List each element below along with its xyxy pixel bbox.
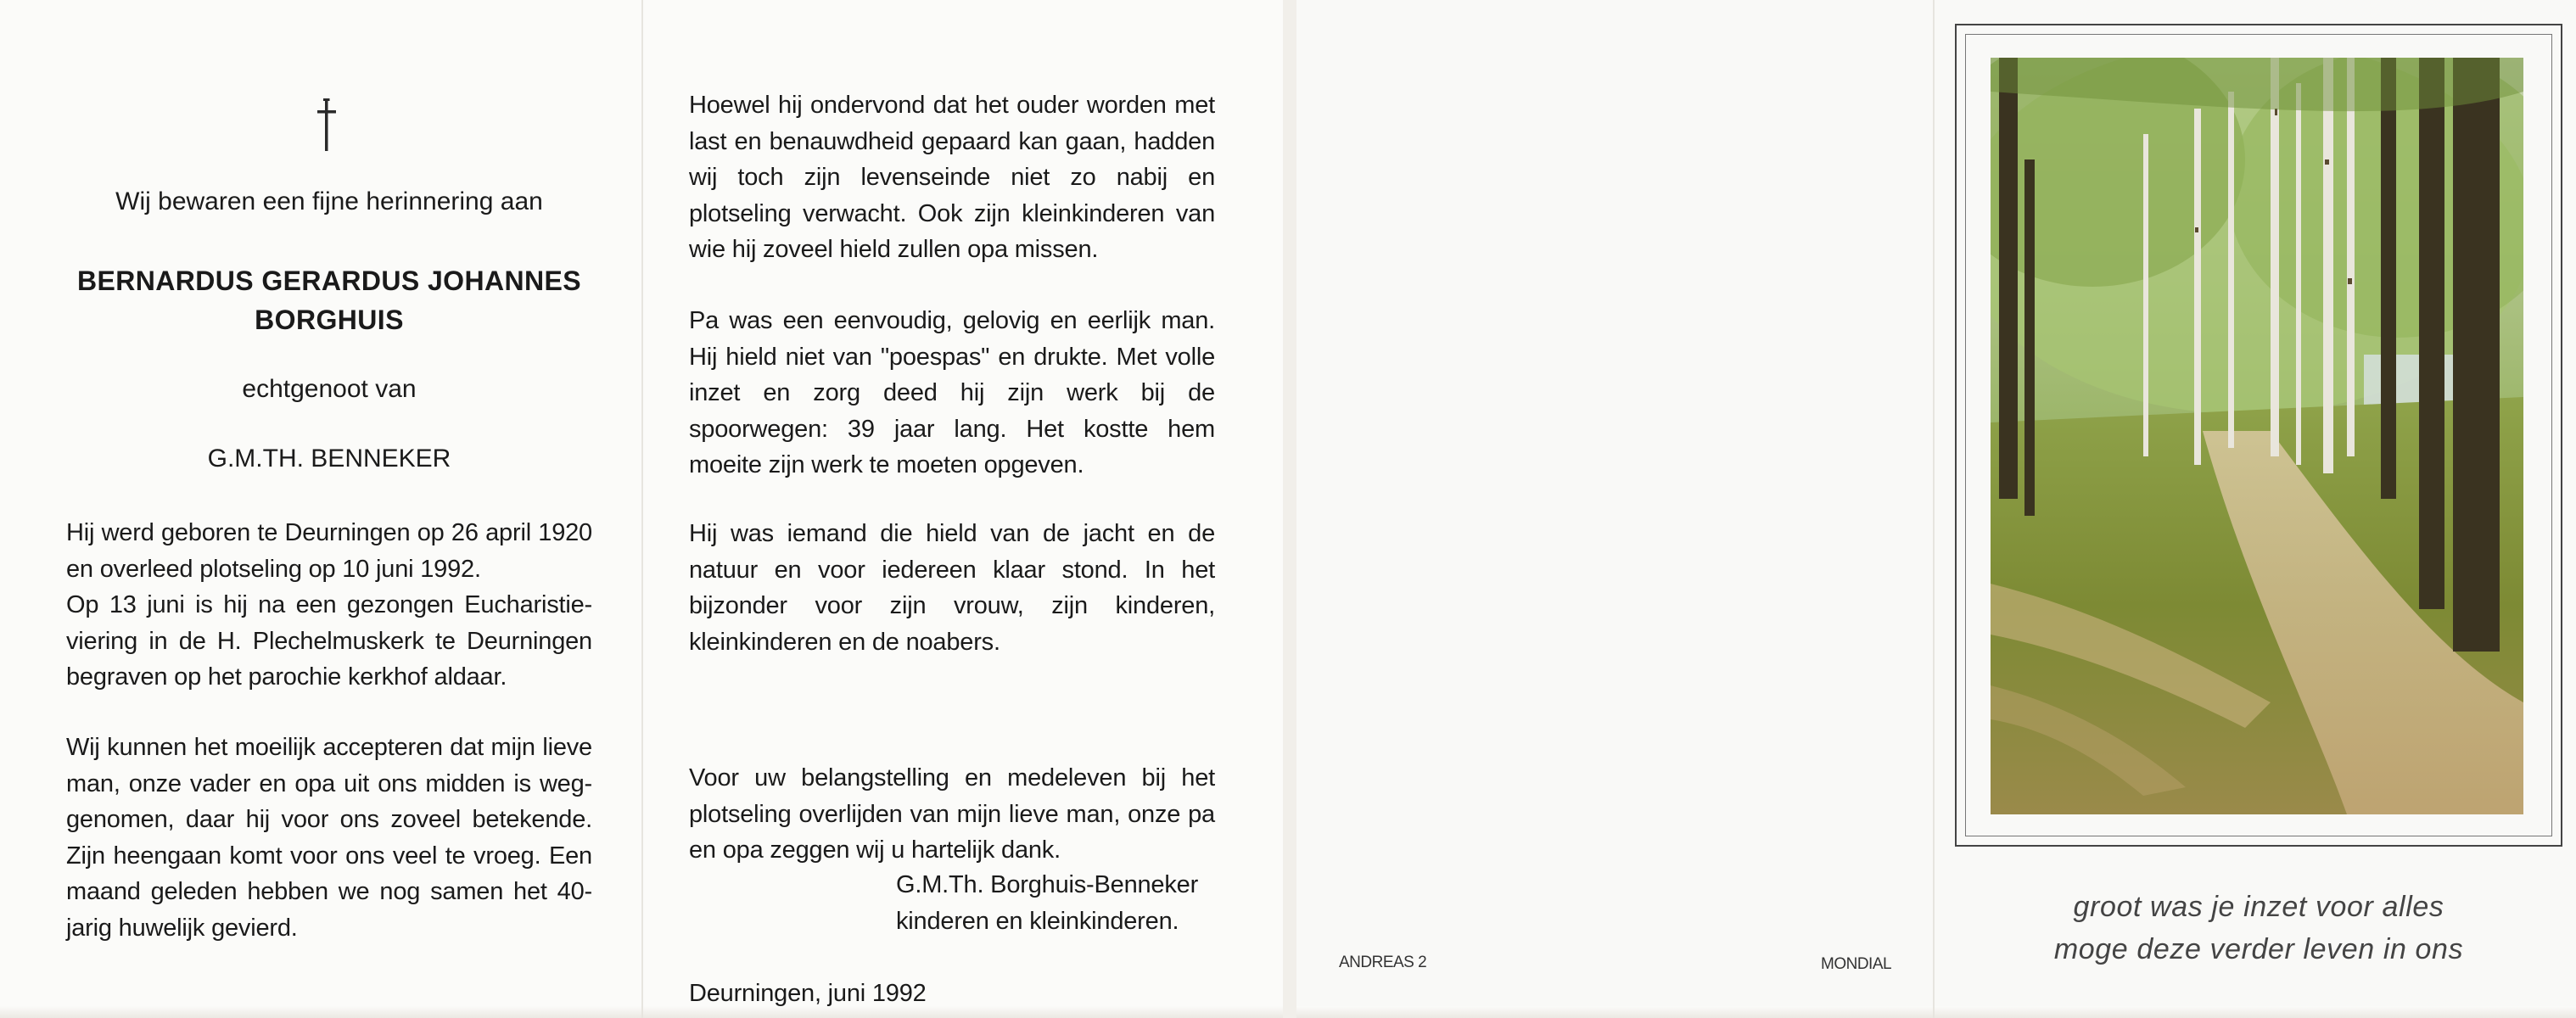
bio-burial: Op 13 juni is hij na een gezongen Eucharistie-viering in de H. Plechelmuskerk te Deurningen begraven op het parochie kerkhof aldaar. [66, 591, 592, 691]
memorial-quote [1955, 886, 2562, 970]
signer-name: G.M.Th. Borghuis-Benneker [896, 871, 1199, 898]
printer-code-left: ANDREAS 2 [1339, 954, 1427, 971]
paragraph-character: Pa was een eenvoudig, gelovig en eerlijk man. Hij hield niet van "poespas" en drukte. Met volle inzet en zorg deed hij zijn werk bij de spoorwegen: 39 jaar lang. Het kostte hem moeite zijn werk te moeten opgeven. [689, 307, 1215, 478]
name-line-1: BERNARDUS GERARDUS JOHANNES [77, 266, 581, 296]
paragraph-nature: Hij was iemand die hield van de jacht en de natuur en voor iedereen klaar stond. In het bijzonder voor zijn vrouw, zijn kinderen, kleinkinderen en de noabers. [689, 520, 1215, 656]
spouse-name: G.M.TH. BENNEKER [207, 445, 451, 473]
deceased-name [66, 261, 592, 339]
quote-line-1: groot was je inzet voor alles [2073, 891, 2444, 923]
spouse-label: echtgenoot van [242, 375, 417, 403]
cross-icon [316, 98, 338, 153]
fold-line [1933, 0, 1935, 1018]
bio-birth-death: Hij werd geboren te Deurningen op 26 april 1920 en overleed plotseling op 10 juni 1992. [66, 519, 592, 583]
quote-line-2: moge deze verder leven in ons [2053, 933, 2464, 965]
printer-code-right: MONDIAL [1821, 955, 1892, 973]
signer-family: kinderen en kleinkinderen. [896, 907, 1179, 935]
forest-path-photo [1991, 58, 2523, 814]
biography [66, 515, 592, 696]
sheet-shadow [1296, 1006, 2576, 1018]
name-line-2: BORGHUIS [255, 305, 404, 335]
intro-text: Wij bewaren een fijne herinnering aan [115, 187, 543, 215]
acceptance-paragraph: Wij kunnen het moeilijk accepteren dat mijn lieve man, onze vader en opa uit ons midden is weg-genomen, daar hij voor ons zoveel betekende. Zijn heengaan komt voor ons veel te vroeg. Een maand geleden hebben we nog samen het 40- jarig huwelijk gevierd. [66, 734, 592, 942]
thanks-paragraph: Voor uw belangstelling en medeleven bij het plotseling overlijden van mijn lieve man, onze pa en opa zeggen wij u hartelijk dank. [689, 764, 1215, 864]
place-date: Deurningen, juni 1992 [689, 980, 927, 1007]
signature-block [896, 867, 1235, 939]
paragraph-age: Hoewel hij ondervond dat het ouder worden met last en benauwdheid gepaard kan gaan, hadden wij toch zijn levenseinde niet zo nabij en plotseling verwacht. Ook zijn kleinkinderen van wie hij zoveel hield zullen opa missen. [689, 92, 1215, 263]
fold-line [641, 0, 643, 1018]
